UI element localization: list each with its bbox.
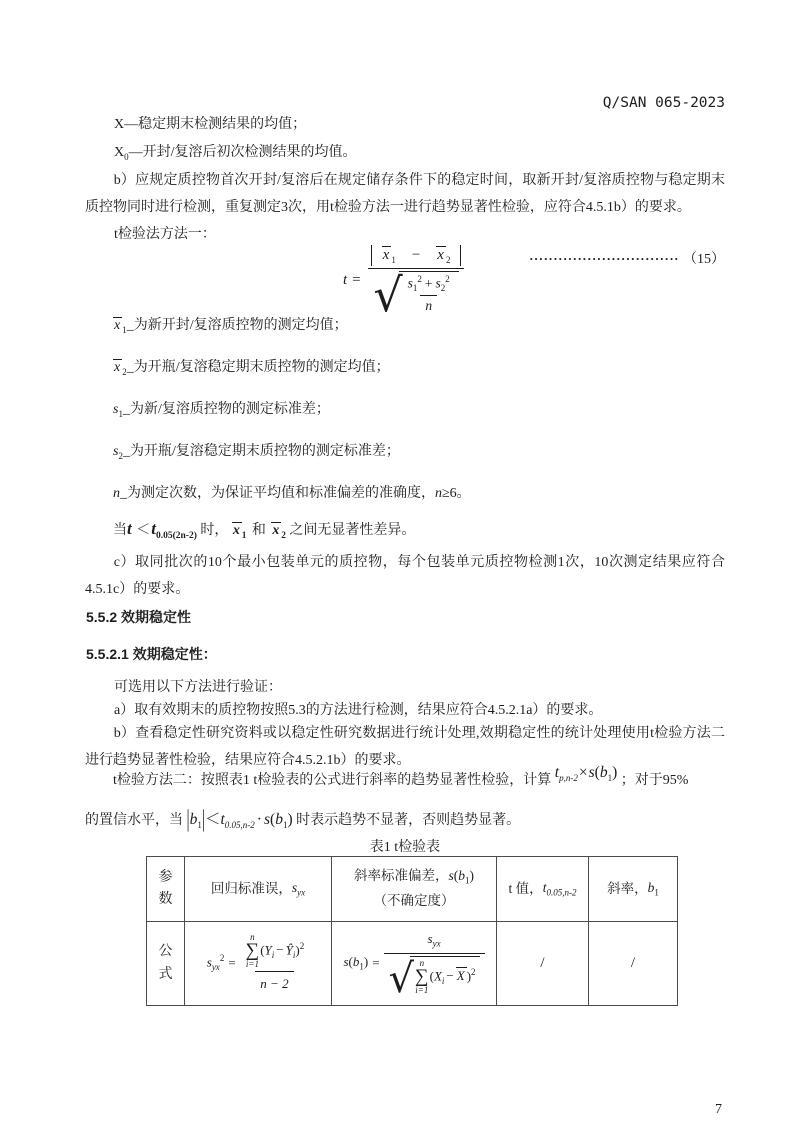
t-critical-subscript: 0.05(2n-2) (155, 530, 197, 541)
x0-symbol: X (114, 145, 125, 160)
definition-s2: $s_2\_$为开瓶/复溶稳定期末质控物的测定标准差； (113, 444, 400, 461)
definition-n: n_为测定次数，为保证平均值和标准偏差的准确度，n≥6。 (113, 486, 471, 501)
table-row-formula-label: 公式 (147, 922, 185, 1005)
page-number: 7 (715, 1102, 722, 1117)
when-condition-line: 当$t <t_{0.05(2n-2)}$ 时， x $_1$ 和 x $_2$ 之间无显著性差异。 (113, 519, 416, 541)
definition-x1: x $_1$_为新开封/复溶质控物的测定均值； (114, 318, 348, 335)
radical-sign: √ (373, 268, 403, 323)
para-item-b: b）应规定质控物首次开封/复溶后在规定储存条件下的稳定时间，取新开封/复溶质控物与稳定期末质控物同时进行检测，重复测定3次，用t检验方法一进行趋势显著性检验，应符合4.5.1b）的要求。 (85, 173, 725, 215)
definition-s1: $s_1\_$为新/复溶质控物的测定标准差； (113, 402, 330, 419)
method1-label: t检验法方法一： (114, 227, 216, 242)
formula15-equals: = (352, 272, 361, 289)
para-item-c: c）取同批次的10个最小包装单元的质控物，每个包装单元质控物检测1次，10次测定结果应符合4.5.1c）的要求。 (85, 555, 725, 597)
para-x-mean: X—稳定期末检测结果的均值； (114, 117, 307, 132)
formula-15-leader (529, 248, 725, 268)
heading-5-5-2: 5.5.2 效期稳定性 (86, 609, 192, 625)
x0-subscript: 0 (124, 151, 129, 162)
t-critical-symbol: t (151, 519, 156, 538)
table-header-tvalue: t 值， $t_{0.05,n-2}$ (497, 857, 589, 922)
para-item-a-2: a）取有效期末的质控物按照5.3的方法进行检测，结果应符合4.5.2.1a）的要求。 (114, 703, 603, 718)
dot-leader: ······························· (529, 251, 679, 266)
table-formula-sb1: $s(b_1)$ = $s_{yx}$ √ n ∑ i=1 ($X_i - X$ )$^2$ (332, 922, 497, 1005)
formula15-lhs: t (343, 272, 348, 289)
table-caption: 表1 t检验表 (369, 840, 441, 855)
summation: n ∑ i=1 (245, 931, 260, 969)
table-cell-slope-slash: / (630, 954, 636, 971)
minus-sign: − (411, 247, 421, 263)
heading-5-5-2-1: 5.5.2.1 效期稳定性： (86, 646, 217, 662)
x1-bar-symbol: x (382, 247, 390, 263)
para-select-methods: 可选用以下方法进行验证： (114, 680, 282, 695)
table-formula-syx: $s_{yx}^2$ = n ∑ i=1 ($Y_i$ − $Ŷ_i)^2$ n − 2 (185, 922, 332, 1005)
t-test-table (146, 856, 678, 1006)
table-cell-tvalue-slash: / (497, 922, 589, 1005)
table-header-syx: 回归标准误， $s_{yx}$ (185, 857, 332, 922)
doc-code: Q/SAN 065-2023 (602, 95, 725, 111)
formula-15-block (85, 231, 725, 323)
method2-line2: 的置信水平，当 $|b_1|<t_{0.05,n-2} \cdot s(b_1)$ 时表示趋势不显著，否则趋势显著。 (85, 806, 521, 833)
x0-text: —开封/复溶后初次检测结果的均值。 (128, 145, 357, 160)
summation: n ∑ i=1 (415, 958, 429, 996)
method2-line1: t检验方法二：按照表1 t检验表的公式进行斜率的趋势显著性检验，计算 $t_{p,n-2}\times s(b_1)$ ；对于95% (113, 764, 689, 788)
definition-x2: x $_2$_为开瓶/复溶稳定期末质控物的测定均值； (114, 360, 390, 377)
formula-15: t = x $_1$ − x $_2$ √ $\frac{s_1^2 + s_2^2}{n}$ (343, 245, 466, 316)
radical-sign: √ (388, 956, 415, 1003)
para-item-b-2: b）查看稳定性研究资料或以稳定性研究数据进行统计处理,效期稳定性的统计处理使用t检验方法二进行趋势显著性检验，结果应符合4.5.2.1b）的要求。 (85, 726, 725, 768)
t-symbol: t (127, 519, 132, 538)
formula-number: （15） (683, 252, 725, 267)
table-header-sb1: 斜率标准偏差，$s(b_1)$ （不确定度） (332, 857, 497, 922)
table-header-slope: 斜率， $b_1$ (589, 857, 677, 922)
x2-bar-symbol: x (437, 247, 444, 263)
table-header-param: 参数 (147, 857, 185, 922)
